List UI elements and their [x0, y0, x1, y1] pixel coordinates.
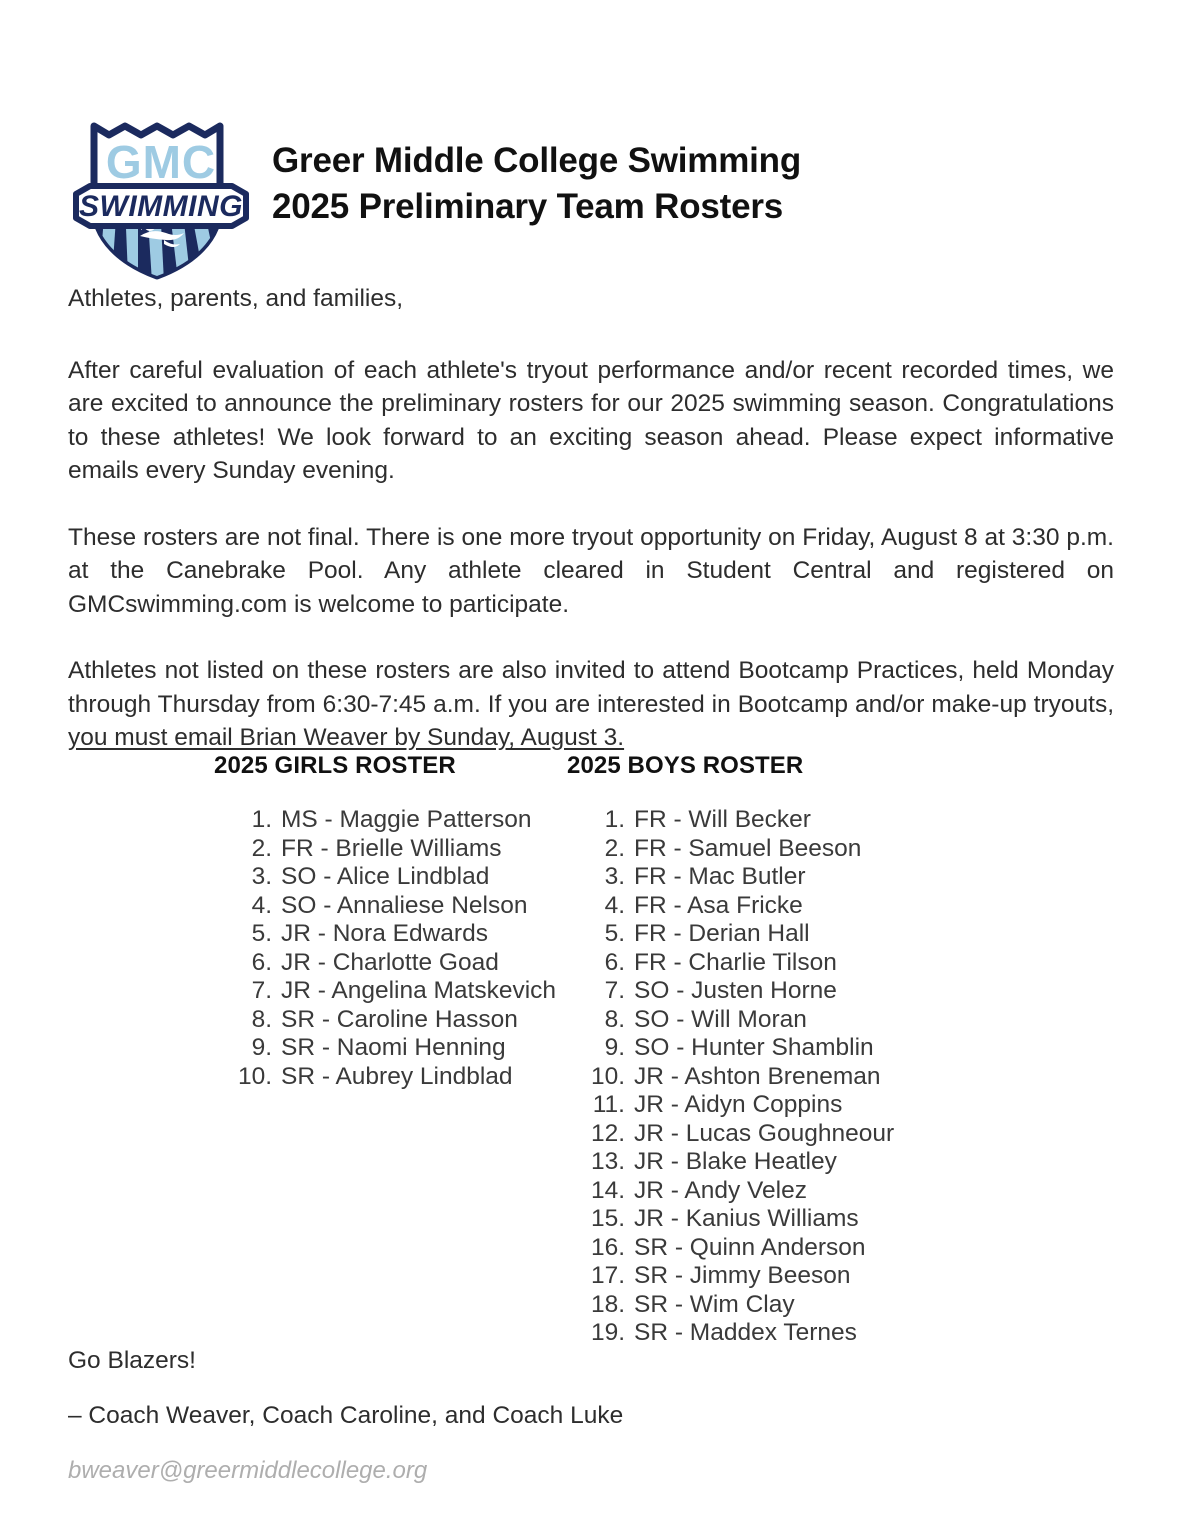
roster-item-entry: JR - Andy Velez: [634, 1176, 807, 1204]
roster-item-number: 4.: [251, 891, 272, 919]
roster-item-number: 6.: [604, 948, 625, 976]
paragraph-3: [68, 654, 1114, 755]
roster-item-entry: SO - Hunter Shamblin: [634, 1034, 874, 1061]
roster-item-entry: FR - Charlie Tilson: [634, 948, 837, 976]
roster-item-number: 14.: [590, 1176, 625, 1204]
roster-item-number: 2.: [251, 834, 272, 862]
roster-item-entry: SO - Will Moran: [634, 1005, 807, 1033]
roster-list-item: [230, 834, 502, 864]
roster-list-item: [583, 806, 873, 835]
gmc-swimming-shield-logo-icon: [68, 108, 254, 283]
signature-line: – Coach Weaver, Coach Caroline, and Coach Luke: [68, 1402, 624, 1429]
boys-roster-column: [453, 752, 895, 1348]
roster-item-entry: SO - Alice Lindblad: [281, 863, 490, 890]
roster-item-entry: SR - Jimmy Beeson: [634, 1262, 851, 1289]
roster-list-item: [230, 1062, 513, 1092]
roster-item-number: 2.: [604, 834, 625, 862]
roster-item-entry: JR - Charlotte Goad: [281, 948, 499, 976]
roster-list-item: [583, 1091, 873, 1120]
logo-banner-text: SWIMMING: [79, 190, 243, 223]
roster-item-entry: FR - Mac Butler: [634, 863, 806, 890]
roster-item-number: 6.: [251, 948, 272, 976]
girls-roster-list: [230, 806, 557, 1091]
girls-roster-column: [68, 752, 557, 1091]
roster-item-number: 15.: [590, 1205, 625, 1232]
greeting-paragraph: Athletes, parents, and families,: [68, 285, 404, 312]
roster-list-item: [583, 1119, 895, 1149]
title-line-2: 2025 Preliminary Team Rosters: [272, 187, 784, 227]
roster-item-number: 1.: [604, 806, 625, 833]
page-title: [272, 108, 801, 230]
roster-item-number: 4.: [604, 891, 625, 919]
roster-item-entry: FR - Asa Fricke: [634, 891, 803, 919]
roster-list-item: [583, 1062, 881, 1092]
roster-item-number: 7.: [604, 977, 625, 1004]
logo-gmc-text: GMC: [105, 136, 217, 188]
roster-item-entry: SR - Maddex Ternes: [634, 1319, 857, 1346]
roster-list-item: [230, 1005, 518, 1035]
roster-list-item: [583, 835, 873, 864]
roster-list-item: [230, 977, 557, 1006]
roster-list-item: [583, 1034, 873, 1063]
roster-item-number: 9.: [604, 1034, 625, 1061]
roster-item-number: 16.: [590, 1233, 625, 1261]
roster-item-entry: SR - Caroline Hasson: [281, 1005, 518, 1033]
roster-item-number: 17.: [590, 1262, 625, 1289]
roster-item-entry: SO - Justen Horne: [634, 977, 837, 1004]
roster-item-number: 7.: [251, 977, 272, 1004]
roster-list-item: [230, 948, 499, 978]
roster-list-item: [583, 1291, 873, 1320]
document-header: [68, 108, 1114, 283]
roster-item-number: 5.: [251, 920, 272, 947]
roster-list-item: [230, 891, 528, 921]
roster-item-entry: FR - Brielle Williams: [281, 834, 502, 862]
roster-list-item: [230, 920, 488, 949]
roster-list-item: [583, 1148, 873, 1177]
roster-item-entry: SR - Quinn Anderson: [634, 1233, 866, 1261]
roster-list-item: [583, 949, 873, 978]
roster-list-item: [583, 1205, 873, 1234]
roster-item-entry: SR - Aubrey Lindblad: [281, 1062, 513, 1090]
roster-item-entry: JR - Nora Edwards: [281, 920, 488, 947]
roster-item-number: 3.: [604, 863, 625, 890]
roster-item-number: 13.: [590, 1148, 625, 1175]
roster-item-entry: FR - Will Becker: [634, 806, 811, 833]
roster-item-number: 12.: [590, 1119, 625, 1147]
paragraph-1: After careful evaluation of each athlete's tryout performance and/or recent recorded times, we are excited to announce the preliminary rosters for our 2025 swimming season. Congratulations to these athletes! We look forward to an exciting season ahead. Please expect informative emails every Sunday evening.: [68, 356, 1114, 484]
roster-item-entry: JR - Kanius Williams: [634, 1205, 859, 1232]
roster-list-item: [583, 1234, 873, 1263]
roster-item-entry: JR - Lucas Goughneour: [634, 1119, 895, 1147]
rosters-section: [68, 752, 1114, 1348]
paragraph-3-plain: Athletes not listed on these rosters are also invited to attend Bootcamp Practices, held Monday through Thursday from 6:30-7:45 a.m. If you are interested in Bootcamp and/or make-up tryouts,: [68, 657, 1114, 718]
contact-email: bweaver@greermiddlecollege.org: [68, 1457, 428, 1484]
roster-list-item: [230, 806, 532, 835]
roster-item-entry: FR - Samuel Beeson: [634, 834, 862, 862]
roster-item-entry: JR - Angelina Matskevich: [281, 977, 557, 1004]
roster-item-entry: JR - Blake Heatley: [634, 1148, 837, 1175]
roster-item-entry: SR - Naomi Henning: [281, 1034, 506, 1061]
paragraph-2: These rosters are not final. There is one more tryout opportunity on Friday, August 8 at 3:30 p.m. at the Canebrake Pool. Any athlete cleared in Student Central and registered on GMCswimming.com is welcome to participate.: [68, 523, 1114, 618]
cheer-line: Go Blazers!: [68, 1347, 196, 1374]
roster-item-number: 18.: [590, 1290, 625, 1318]
roster-list-item: [230, 863, 490, 892]
roster-list-item: [583, 892, 873, 921]
roster-list-item: [583, 863, 873, 892]
roster-item-number: 11.: [592, 1091, 625, 1118]
roster-item-number: 19.: [590, 1319, 625, 1346]
roster-list-item: [583, 977, 873, 1006]
roster-item-entry: JR - Aidyn Coppins: [634, 1091, 843, 1118]
roster-list-item: [583, 1177, 873, 1206]
title-line-1: Greer Middle College Swimming: [272, 141, 802, 180]
roster-item-number: 9.: [251, 1034, 272, 1061]
roster-item-number: 8.: [251, 1005, 272, 1033]
roster-list-item: [583, 1006, 873, 1035]
roster-item-entry: MS - Maggie Patterson: [281, 806, 532, 833]
roster-list-item: [583, 920, 873, 949]
roster-item-number: 5.: [604, 920, 625, 947]
roster-item-number: 10.: [237, 1062, 272, 1090]
document-footer: [68, 1344, 1114, 1487]
roster-item-number: 10.: [590, 1062, 625, 1090]
boys-roster-list: [583, 806, 895, 1348]
boys-roster-heading: 2025 BOYS ROSTER: [567, 752, 804, 779]
roster-list-item: [230, 1034, 506, 1063]
roster-item-entry: SO - Annaliese Nelson: [281, 891, 528, 919]
roster-item-entry: FR - Derian Hall: [634, 920, 810, 947]
roster-item-entry: JR - Ashton Breneman: [634, 1062, 881, 1090]
roster-item-number: 1.: [251, 806, 272, 833]
roster-item-entry: SR - Wim Clay: [634, 1290, 795, 1318]
roster-list-item: [583, 1262, 873, 1291]
body-copy: [68, 282, 1114, 755]
paragraph-3-underlined-call-to-action: you must email Brian Weaver by Sunday, August 3.: [68, 724, 625, 751]
roster-item-number: 3.: [251, 863, 272, 890]
roster-item-number: 8.: [604, 1005, 625, 1033]
girls-roster-heading: 2025 GIRLS ROSTER: [214, 752, 456, 779]
